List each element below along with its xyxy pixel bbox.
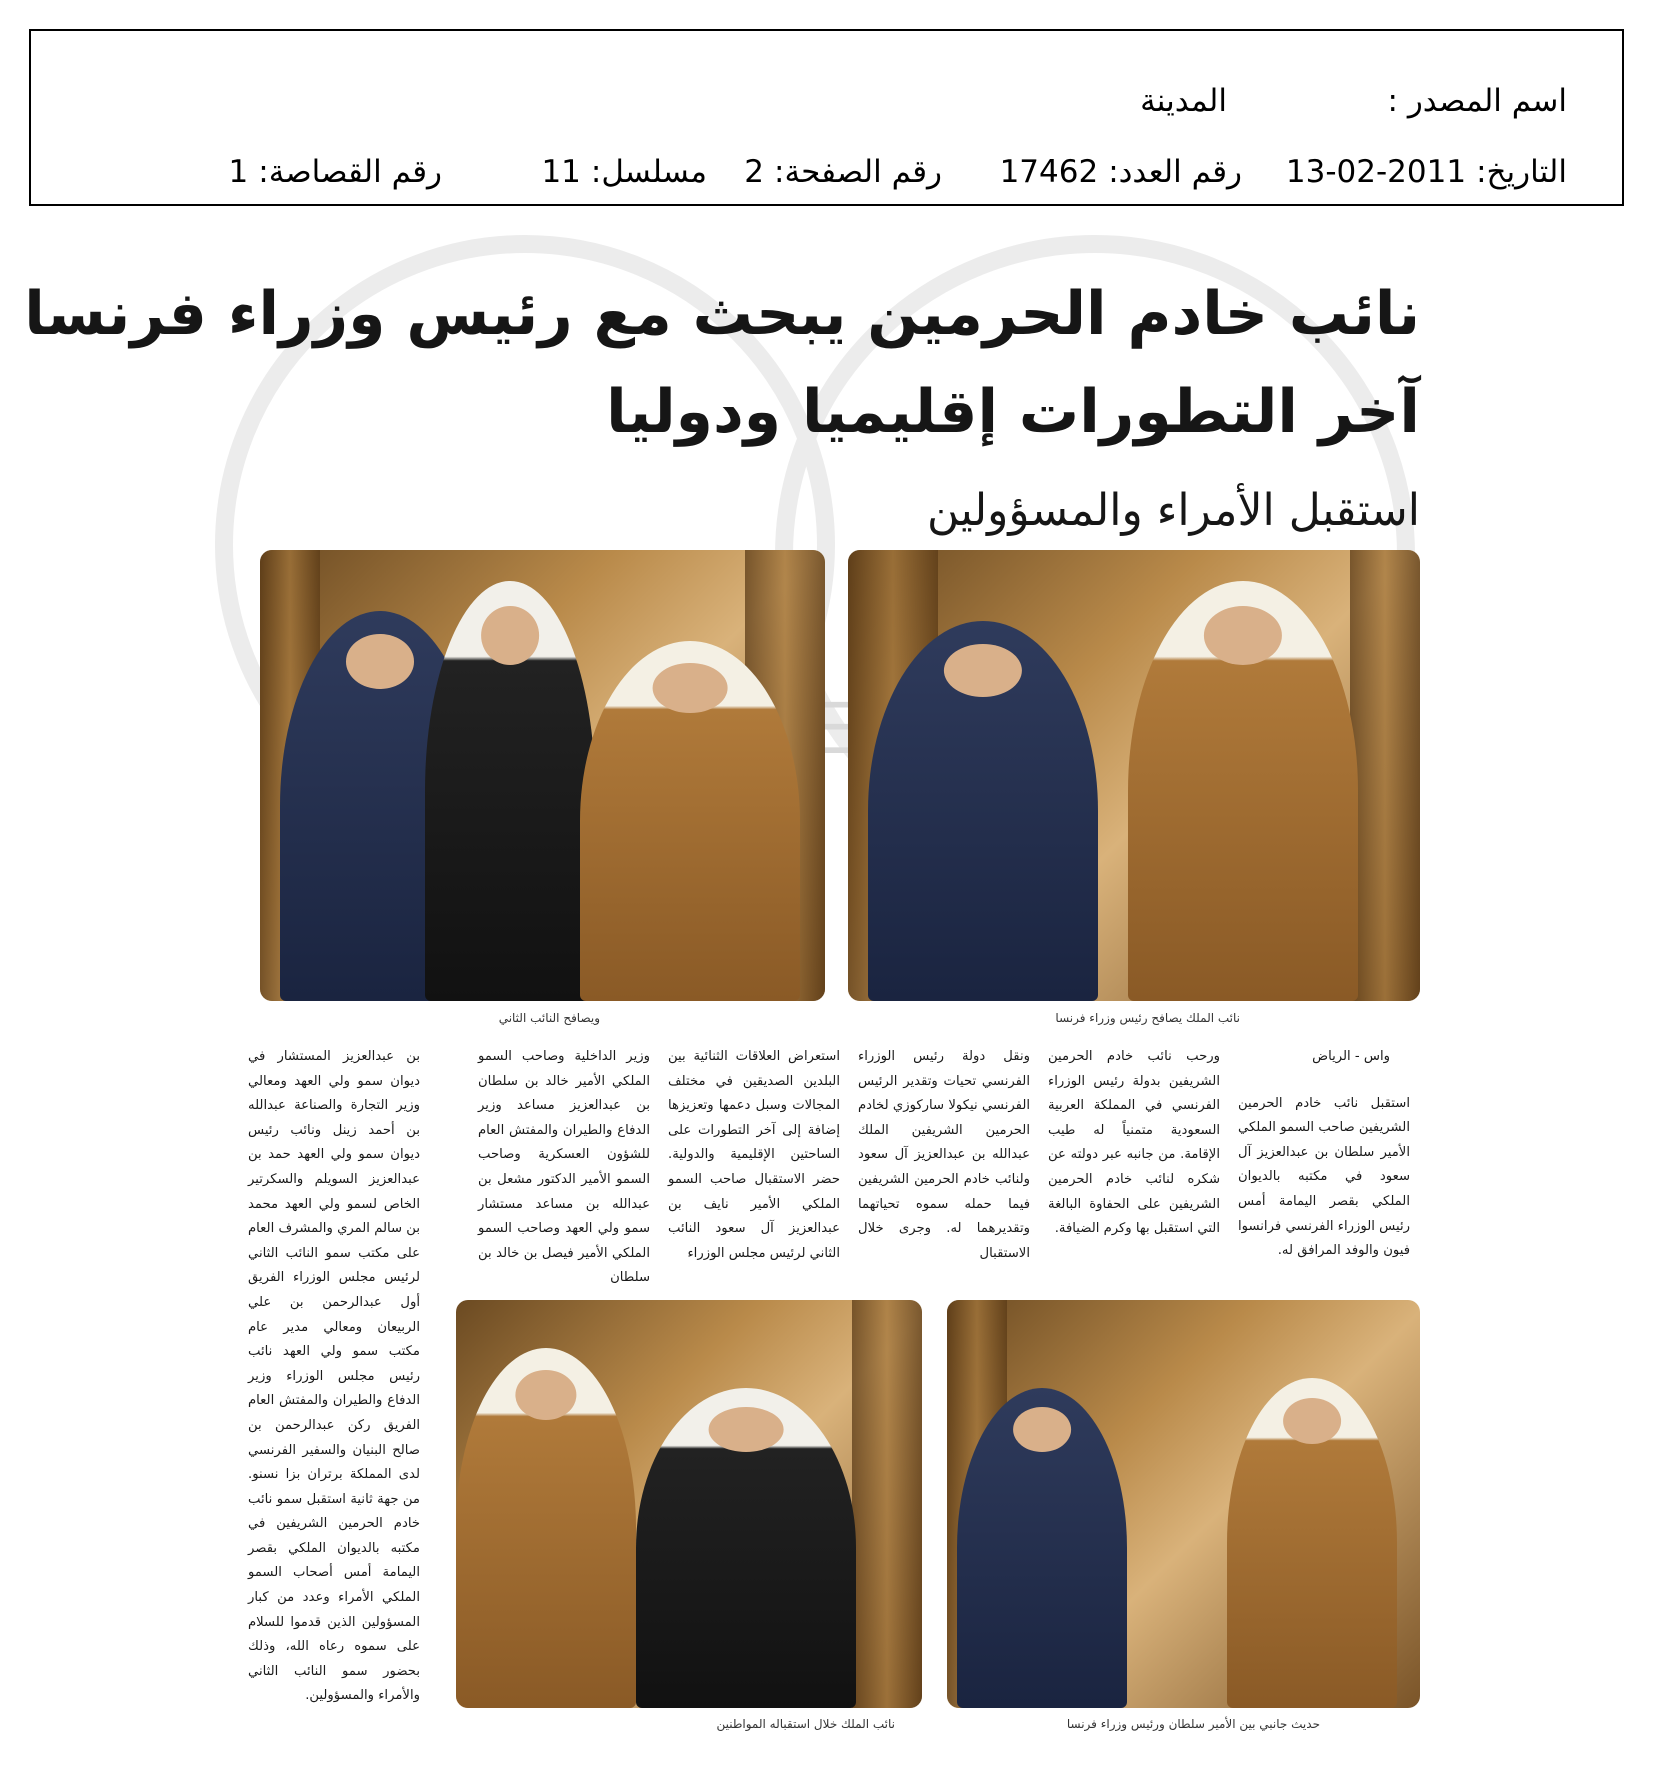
person-figure [425,581,595,1001]
article-column-2 [1048,1045,1220,1242]
person-figure [636,1388,856,1708]
article-column-3 [858,1045,1030,1266]
page-label: رقم الصفحة: [774,154,942,190]
headline-line-1: نائب خادم الحرمين يبحث مع رئيس وزراء فرنسا [24,279,1420,349]
clip-value: 1 [228,154,249,190]
issue-value: 17462 [999,154,1099,190]
serial-field [531,154,707,190]
page-field [734,154,942,190]
article-column-6 [248,1045,420,1709]
column-text: ونقل دولة رئيس الوزراء الفرنسي تحيات وتقدير الرئيس الفرنسي نيكولا ساركوزي لخادم الحرمين الشريفين الملك عبدالله بن عبدالعزيز آل سعود ولنائب خادم الحرمين الشريفين فيما حمله سموه تحياتهما وتقديرهما له. وجرى خلال الاستقبال [858,1049,1030,1261]
person-figure [868,621,1098,1001]
subheadline: استقبل الأمراء والمسؤولين [926,485,1420,536]
column-text: وزير الداخلية وصاحب السمو الملكي الأمير خالد بن سلطان بن عبدالعزيز مساعد وزير الدفاع والطيران والمفتش العام للشؤون العسكرية وصاحب السمو الأمير الدكتور مشعل بن عبدالله بن مساعد مستشار سمو ولي العهد وصاحب السمو الملكي الأمير فيصل بن خالد بن سلطان [478,1049,650,1286]
person-figure [957,1388,1127,1708]
page-value: 2 [744,154,765,190]
article-column-4 [668,1045,840,1266]
newspaper-article [24,245,1420,1760]
photo-handshake-prime-minister [848,550,1420,1001]
person-figure [1128,581,1358,1001]
clipping-metadata-box [29,29,1624,206]
dateline: واس - الرياض [1312,1049,1390,1064]
column-text: استعراض العلاقات الثنائية بين البلدين الصديقين في مختلف المجالات وسبل دعمها وتعزيزها إضافة إلى آخر التطورات على الساحتين الإقليمية والدولية. حضر الاستقبال صاحب السمو الملكي الأمير نايف بن عبدالعزيز آل سعود النائب الثاني لرئيس مجلس الوزراء [668,1049,840,1261]
column-text: استقبل نائب خادم الحرمين الشريفين صاحب السمو الملكي الأمير سلطان بن عبدالعزيز آل سعود في مكتبه بالديوان الملكي بقصر اليمامة أمس رئيس الوزراء الفرنسي فرانسوا فيون والوفد المرافق له. [1238,1095,1410,1259]
serial-value: 11 [541,154,581,190]
date-label: التاريخ: [1476,154,1567,190]
photo-receiving-citizens [456,1300,922,1708]
person-figure [1227,1378,1397,1708]
photo-caption-1: نائب الملك يصافح رئيس وزراء فرنسا [1055,1011,1240,1025]
person-figure [580,641,800,1001]
person-figure [456,1348,636,1708]
date-field [1276,154,1567,190]
source-value: المدينة [1140,83,1227,119]
photo-caption-3: حديث جانبي بين الأمير سلطان ورئيس وزراء فرنسا [1066,1717,1320,1731]
photo-side-conversation [947,1300,1420,1708]
clip-label: رقم القصاصة: [258,154,442,190]
headline-line-2: آخر التطورات إقليميا ودوليا [606,377,1420,447]
date-value: 2011-02-13 [1285,154,1467,190]
serial-label: مسلسل: [590,154,707,190]
column-text: بن عبدالعزيز المستشار في ديوان سمو ولي العهد ومعالي وزير التجارة والصناعة عبدالله بن أحمد زينل ونائب رئيس ديوان سمو ولي العهد حمد بن عبدالعزيز السويلم والسكرتير الخاص لسمو ولي العهد محمد بن سالم المري والمشرف العام على مكتب سمو النائب الثاني لرئيس مجلس الوزراء الفريق أول عبدالرحمن بن علي الربيعان ومعالي مدير عام مكتب سمو ولي العهد نائب رئيس مجلس الوزراء وزير الدفاع والطيران والمفتش العام الفريق ركن عبدالرحمن بن صالح البنيان والسفير الفرنسي لدى المملكة برتران بزا نسنو. من جهة ثانية استقبل سمو نائب خادم الحرمين الشريفين في مكتبه بالديوان الملكي بقصر اليمامة أمس أصحاب السمو الملكي الأمراء وعدد من كبار المسؤولين الذين قدموا للسلام على سموه رعاه الله، وذلك بحضور سمو النائب الثاني والأمراء والمسؤولين. [248,1049,420,1704]
source-label: اسم المصدر : [1387,83,1567,119]
clip-field [219,154,442,190]
photo-caption-4: نائب الملك خلال استقباله المواطنين [716,1717,895,1731]
issue-label: رقم العدد: [1108,154,1242,190]
column-text: ورحب نائب خادم الحرمين الشريفين بدولة رئيس الوزراء الفرنسي في المملكة العربية السعودية متمنياً له طيب الإقامة. من جانبه عبر دولته عن شكره لنائب خادم الحرمين الشريفين على الحفاوة البالغة التي استقبل بها وكرم الضيافة. [1048,1049,1220,1237]
article-column-5 [478,1045,650,1291]
photo-caption-2: ويصافح النائب الثاني [498,1011,600,1025]
article-column-1 [1238,1045,1410,1264]
photo-handshake-second-deputy [260,550,825,1001]
issue-field [990,154,1242,190]
